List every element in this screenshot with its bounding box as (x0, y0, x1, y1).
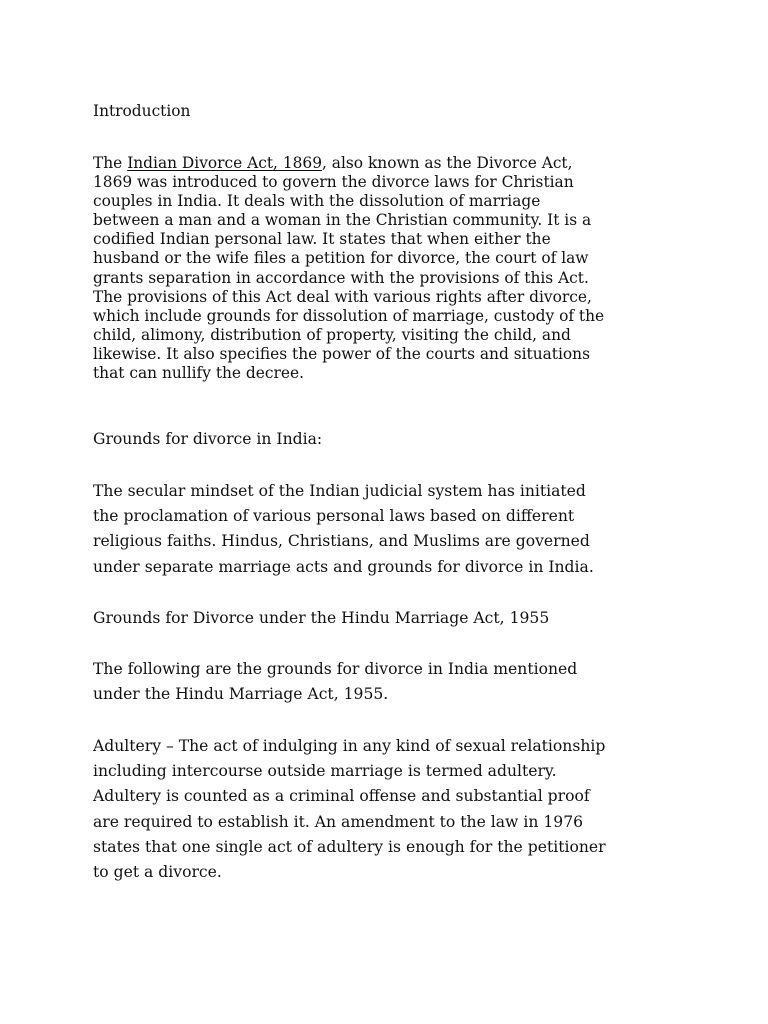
adultery-line: Adultery is counted as a criminal offense and substantial proof (93, 787, 590, 806)
intro-line: couples in India. It deals with the dissolution of marriage (93, 192, 541, 211)
adultery-paragraph (93, 734, 606, 885)
heading-grounds-for-divorce: Grounds for divorce in India: (93, 430, 323, 448)
intro-line: codified Indian personal law. It states that when either the (93, 230, 551, 249)
adultery-line: states that one single act of adultery is enough for the petitioner (93, 837, 606, 856)
intro-line: which include grounds for dissolution of marriage, custody of the (93, 306, 605, 325)
heading-hindu-marriage-act: Grounds for Divorce under the Hindu Marriage Act, 1955 (93, 609, 550, 627)
following-line: under the Hindu Marriage Act, 1955. (93, 685, 389, 704)
adultery-line: to get a divorce. (93, 863, 222, 882)
intro-line: child, alimony, distribution of property, visiting the child, and (93, 325, 571, 344)
secular-paragraph (93, 479, 594, 580)
secular-line: under separate marriage acts and grounds for divorce in India. (93, 557, 594, 576)
intro-line: husband or the wife files a petition for divorce, the court of law (93, 249, 589, 268)
intro-line: between a man and a woman in the Christian community. It is a (93, 211, 592, 230)
intro-line-1: The Indian Divorce Act, 1869, also known as the Divorce Act, (93, 154, 573, 172)
intro-line: that can nullify the decree. (93, 364, 304, 383)
following-line: The following are the grounds for divorce in India mentioned (93, 660, 578, 678)
following-paragraph (93, 657, 577, 707)
intro-line: likewise. It also specifies the power of the courts and situations (93, 344, 590, 363)
secular-line: The secular mindset of the Indian judicial system has initiated (93, 482, 586, 500)
intro-paragraph (93, 154, 604, 383)
adultery-line: including intercourse outside marriage is termed adultery. (93, 762, 557, 781)
heading-introduction: Introduction (93, 102, 191, 120)
indian-divorce-act-link[interactable]: Indian Divorce Act, 1869 (127, 154, 323, 172)
adultery-line: Adultery – The act of indulging in any kind of sexual relationship (93, 737, 606, 755)
intro-line: The provisions of this Act deal with various rights after divorce, (93, 287, 592, 306)
adultery-line: are required to establish it. An amendment to the law in 1976 (93, 812, 584, 831)
intro-line: grants separation in accordance with the provisions of this Act. (93, 268, 589, 287)
intro-line: 1869 was introduced to govern the divorce laws for Christian (93, 173, 574, 192)
secular-line: religious faiths. Hindus, Christians, and Muslims are governed (93, 532, 590, 551)
secular-line: the proclamation of various personal laws based on different (93, 507, 575, 526)
